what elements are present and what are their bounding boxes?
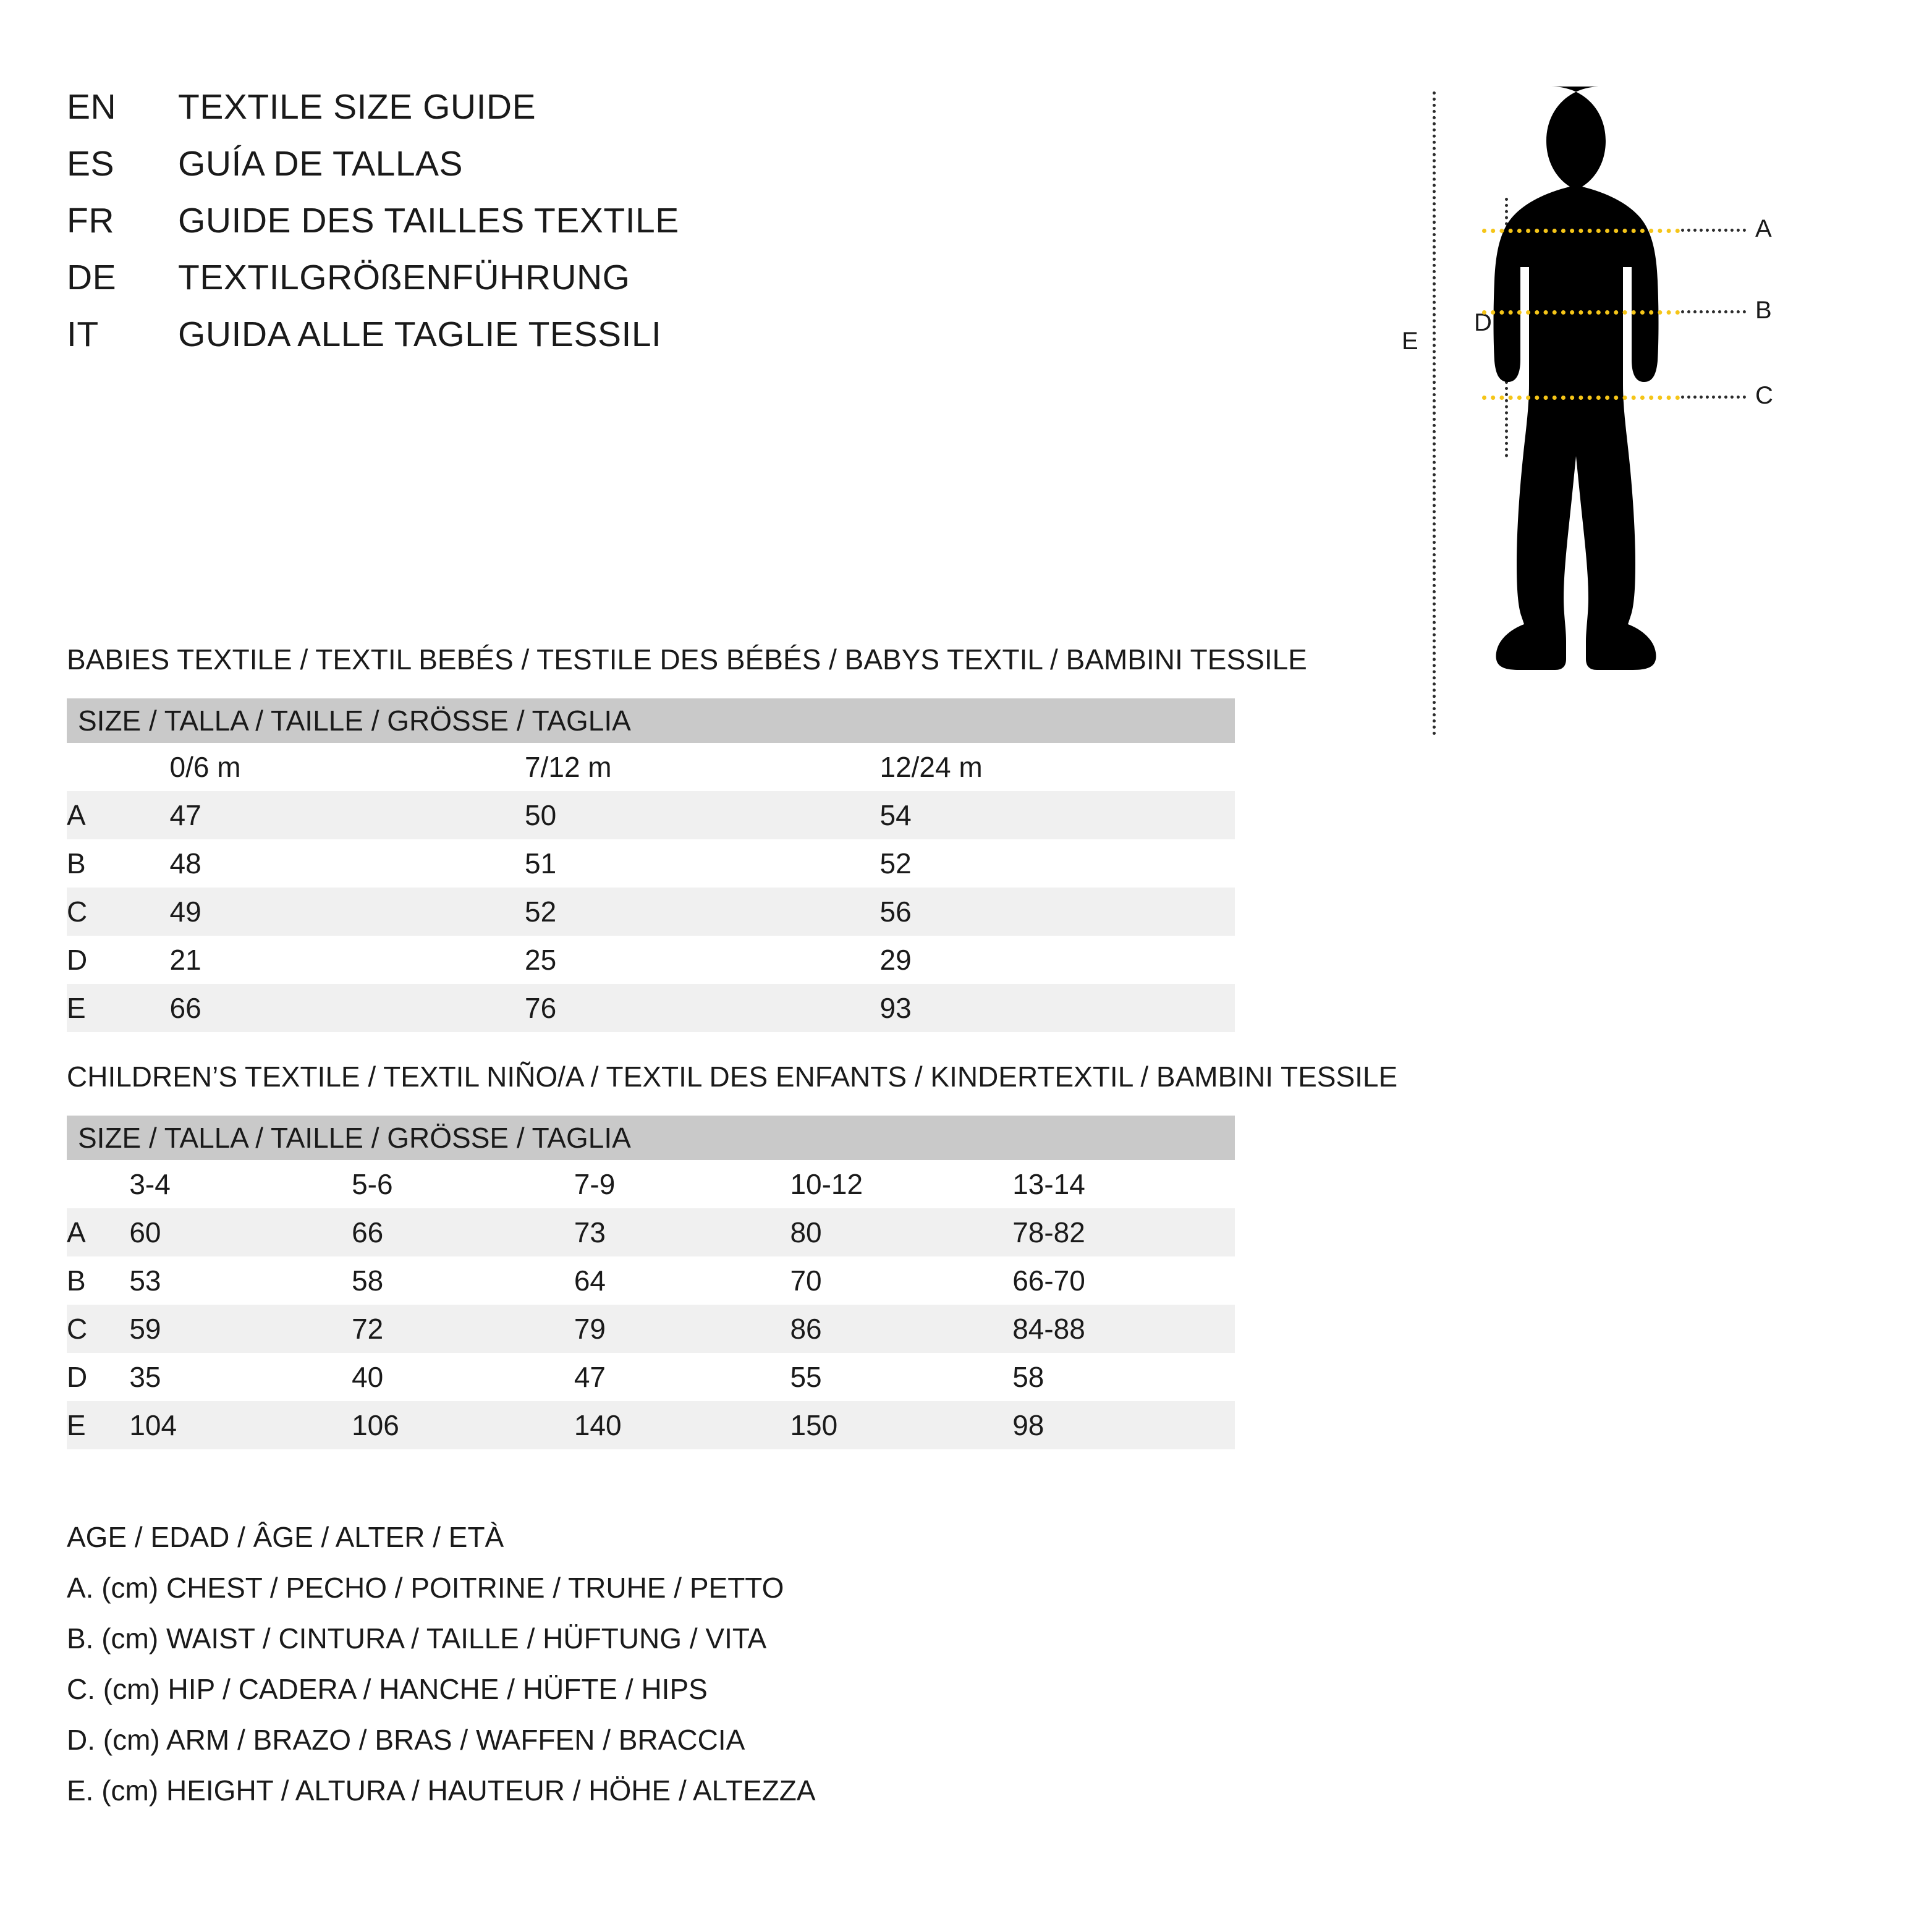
children-column-header: 7-9 [574, 1160, 790, 1208]
cell-value: 59 [129, 1305, 352, 1353]
cell-value: 58 [1012, 1353, 1235, 1401]
cell-value: 25 [525, 936, 879, 984]
language-title: GUIDA ALLE TAGLIE TESSILI [178, 315, 662, 354]
cell-value: 150 [790, 1401, 1012, 1449]
cell-value: 64 [574, 1256, 790, 1305]
cell-value: 56 [879, 888, 1235, 936]
measurement-legend [67, 1520, 1426, 1824]
cell-value: 55 [790, 1353, 1012, 1401]
children-table-banner [67, 1116, 1235, 1160]
language-title: TEXTILE SIZE GUIDE [178, 87, 536, 127]
cell-value: 66 [170, 984, 525, 1032]
row-label: D [67, 936, 170, 984]
legend-line-height: E. (cm) HEIGHT / ALTURA / HAUTEUR / HÖHE / ALTEZZA [67, 1774, 816, 1807]
legend-line-arm: D. (cm) ARM / BRAZO / BRAS / WAFFEN / BRACCIA [67, 1724, 745, 1756]
guide-label-a: A [1755, 215, 1772, 242]
babies-column-header-row [67, 743, 1235, 791]
cell-value: 21 [170, 936, 525, 984]
cell-value: 104 [129, 1401, 352, 1449]
chest-leader-line [1681, 229, 1746, 232]
cell-value: 51 [525, 839, 879, 888]
legend-line-age: AGE / EDAD / ÂGE / ALTER / ETÀ [67, 1521, 504, 1553]
guide-label-d: D [1474, 309, 1492, 336]
cell-value: 79 [574, 1305, 790, 1353]
children-column-header: 3-4 [129, 1160, 352, 1208]
guide-label-e: E [1402, 328, 1418, 355]
table-row [67, 1401, 1235, 1449]
children-section-title: CHILDREN’S TEXTILE / TEXTIL NIÑO/A / TEXTIL DES ENFANTS / KINDERTEXTIL / BAMBINI TESSILE [67, 1061, 1398, 1093]
babies-column-header: 12/24 m [879, 743, 1235, 791]
table-row [67, 1208, 1235, 1256]
legend-line-waist: B. (cm) WAIST / CINTURA / TAILLE / HÜFTUNG / VITA [67, 1622, 767, 1654]
babies-banner-text: SIZE / TALLA / TAILLE / GRÖSSE / TAGLIA [67, 698, 1235, 743]
children-size-table [67, 1116, 1235, 1449]
row-label: A [67, 791, 170, 839]
cell-value: 53 [129, 1256, 352, 1305]
row-label: B [67, 1256, 129, 1305]
table-row [67, 791, 1235, 839]
cell-value: 52 [879, 839, 1235, 888]
children-column-header: 13-14 [1012, 1160, 1235, 1208]
cell-value: 70 [790, 1256, 1012, 1305]
cell-value: 35 [129, 1353, 352, 1401]
language-row-fr [67, 200, 1241, 257]
children-column-header-row [67, 1160, 1235, 1208]
cell-value: 60 [129, 1208, 352, 1256]
cell-value: 84-88 [1012, 1305, 1235, 1353]
children-header-corner [67, 1160, 129, 1208]
language-row-es [67, 143, 1241, 200]
babies-section-title: BABIES TEXTILE / TEXTIL BEBÉS / TESTILE DES BÉBÉS / BABYS TEXTIL / BAMBINI TESSILE [67, 643, 1307, 676]
children-column-header: 5-6 [352, 1160, 574, 1208]
children-column-header: 10-12 [790, 1160, 1012, 1208]
language-row-it [67, 314, 1241, 371]
table-row [67, 1305, 1235, 1353]
cell-value: 73 [574, 1208, 790, 1256]
legend-line-hip: C. (cm) HIP / CADERA / HANCHE / HÜFTE / HIPS [67, 1673, 708, 1705]
language-title: GUIDE DES TAILLES TEXTILE [178, 201, 679, 240]
child-silhouette-icon [1471, 80, 1731, 735]
language-title: GUÍA DE TALLAS [178, 144, 464, 184]
row-label: C [67, 1305, 129, 1353]
babies-header-corner [67, 743, 170, 791]
cell-value: 93 [879, 984, 1235, 1032]
language-title: TEXTILGRÖßENFÜHRUNG [178, 258, 630, 297]
cell-value: 86 [790, 1305, 1012, 1353]
cell-value: 106 [352, 1401, 574, 1449]
language-row-en [67, 87, 1241, 143]
row-label: E [67, 984, 170, 1032]
guide-label-b: B [1755, 297, 1772, 324]
table-row [67, 839, 1235, 888]
table-row [67, 888, 1235, 936]
language-code: IT [67, 315, 99, 354]
language-code: DE [67, 258, 117, 297]
legend-line-chest: A. (cm) CHEST / PECHO / POITRINE / TRUHE / PETTO [67, 1572, 784, 1604]
babies-column-header: 0/6 m [170, 743, 525, 791]
cell-value: 58 [352, 1256, 574, 1305]
guide-label-c: C [1755, 382, 1773, 409]
cell-value: 66-70 [1012, 1256, 1235, 1305]
cell-value: 78-82 [1012, 1208, 1235, 1256]
cell-value: 80 [790, 1208, 1012, 1256]
row-label: D [67, 1353, 129, 1401]
chest-measure-line [1482, 229, 1680, 233]
cell-value: 52 [525, 888, 879, 936]
measurement-diagram [1391, 80, 1860, 760]
hip-leader-line [1681, 396, 1746, 399]
cell-value: 72 [352, 1305, 574, 1353]
row-label: E [67, 1401, 129, 1449]
babies-column-header: 7/12 m [525, 743, 879, 791]
cell-value: 50 [525, 791, 879, 839]
hip-measure-line [1482, 396, 1680, 400]
row-label: C [67, 888, 170, 936]
babies-table-banner [67, 698, 1235, 743]
language-row-de [67, 257, 1241, 314]
cell-value: 66 [352, 1208, 574, 1256]
children-banner-text: SIZE / TALLA / TAILLE / GRÖSSE / TAGLIA [67, 1116, 1235, 1160]
table-row [67, 984, 1235, 1032]
cell-value: 140 [574, 1401, 790, 1449]
cell-value: 47 [170, 791, 525, 839]
waist-measure-line [1482, 310, 1680, 315]
cell-value: 49 [170, 888, 525, 936]
language-title-block [67, 87, 1241, 371]
cell-value: 76 [525, 984, 879, 1032]
language-code: FR [67, 201, 114, 240]
waist-leader-line [1681, 310, 1746, 313]
table-row [67, 1256, 1235, 1305]
row-label: B [67, 839, 170, 888]
cell-value: 47 [574, 1353, 790, 1401]
cell-value: 29 [879, 936, 1235, 984]
language-code: ES [67, 144, 115, 184]
language-code: EN [67, 87, 117, 127]
row-label: A [67, 1208, 129, 1256]
cell-value: 48 [170, 839, 525, 888]
table-row [67, 936, 1235, 984]
cell-value: 98 [1012, 1401, 1235, 1449]
table-row [67, 1353, 1235, 1401]
cell-value: 40 [352, 1353, 574, 1401]
babies-size-table [67, 698, 1235, 1032]
cell-value: 54 [879, 791, 1235, 839]
height-guide-line-e [1433, 91, 1436, 735]
